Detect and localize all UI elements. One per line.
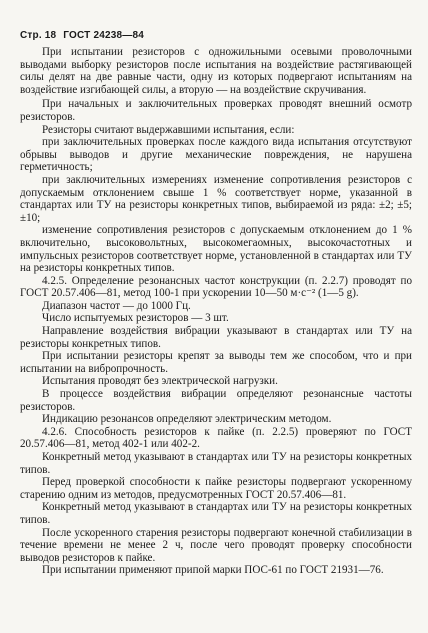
paragraph: Диапазон частот — до 1000 Гц.: [42, 299, 191, 312]
section-4-2-5: 4.2.5. Определение резонансных частот конструкции (п. 2.2.7) проводят по ГОСТ 20.57.406—81, метод 100-1 при ускорении 10—50 м·с⁻² (1—5 g).: [20, 274, 412, 300]
page-number: Стр. 18: [20, 30, 57, 41]
paragraph: Конкретный метод указывают в стандартах или ТУ на резисторы конкретных типов.: [20, 451, 412, 476]
page-header: [20, 30, 148, 41]
paragraph: при заключительных проверках после каждого вида испытания отсутствуют обрывы выводов и другие механические повреждения, не нарушена герметичность;: [20, 136, 412, 174]
paragraph: при заключительных измерениях изменение сопротивления резисторов с допускаемым отклонением свыше 1 % соответствует норме, указанной в стандартах или ТУ на резисторы конкретных типов, выбираемой из ряда: ±2; ±5; ±10;: [20, 173, 412, 224]
paragraph: Число испытуемых резисторов — 3 шт.: [42, 312, 229, 325]
paragraph: Индикацию резонансов определяют электрическим методом.: [42, 413, 332, 426]
paragraph: При испытании резисторы крепят за выводы тем же способом, что и при испытании на вибропрочность.: [20, 350, 412, 375]
standard-number: ГОСТ 24238—84: [63, 30, 145, 41]
paragraph: изменение сопротивления резисторов с допускаемым отклонением до 1 % включительно, высоковольтных, высокомегаомных, высокочастотных и импульсных резисторов соответствует норме, установленной в стандартах или ТУ на резисторы конкретных типов.: [20, 224, 412, 275]
paragraph: Перед проверкой способности к пайке резисторы подвергают ускоренному старению одним из методов, предусмотренных ГОСТ 20.57.406—81.: [20, 476, 412, 501]
paragraph: Испытания проводят без электрической нагрузки.: [42, 375, 278, 388]
paragraph: При испытании применяют припой марки ПОС-61 по ГОСТ 21931—76.: [42, 564, 384, 577]
section-4-2-6: 4.2.6. Способность резисторов к пайке (п. 2.2.5) проверяют по ГОСТ 20.57.406—81, метод 402-1 или 402-2.: [20, 425, 412, 451]
paragraph: В процессе воздействия вибрации определяют резонансные частоты резисторов.: [20, 388, 412, 413]
paragraph: Направление воздействия вибрации указывают в стандартах или ТУ на резисторы конкретных типов.: [20, 325, 412, 350]
paragraph: При начальных и заключительных проверках проводят внешний осмотр резисторов.: [20, 98, 412, 123]
paragraph: При испытании резисторов с одножильными осевыми проволочными выводами выборку резисторов после испытания на воздействие растягивающей силы делят на две равные части, одну из которых подвергают испытаниям на воздействие изгибающей силы, а вторую — на воздействие скручивания.: [20, 46, 412, 96]
paragraph: Конкретный метод указывают в стандартах или ТУ на резисторы конкретных типов.: [20, 501, 412, 526]
document-body: [20, 46, 412, 577]
paragraph: После ускоренного старения резисторы подвергают конечной стабилизации в течение времени не менее 2 ч, после чего проводят проверку способности выводов резисторов к пайке.: [20, 526, 412, 564]
paragraph: Резисторы считают выдержавшими испытания, если:: [42, 123, 295, 136]
